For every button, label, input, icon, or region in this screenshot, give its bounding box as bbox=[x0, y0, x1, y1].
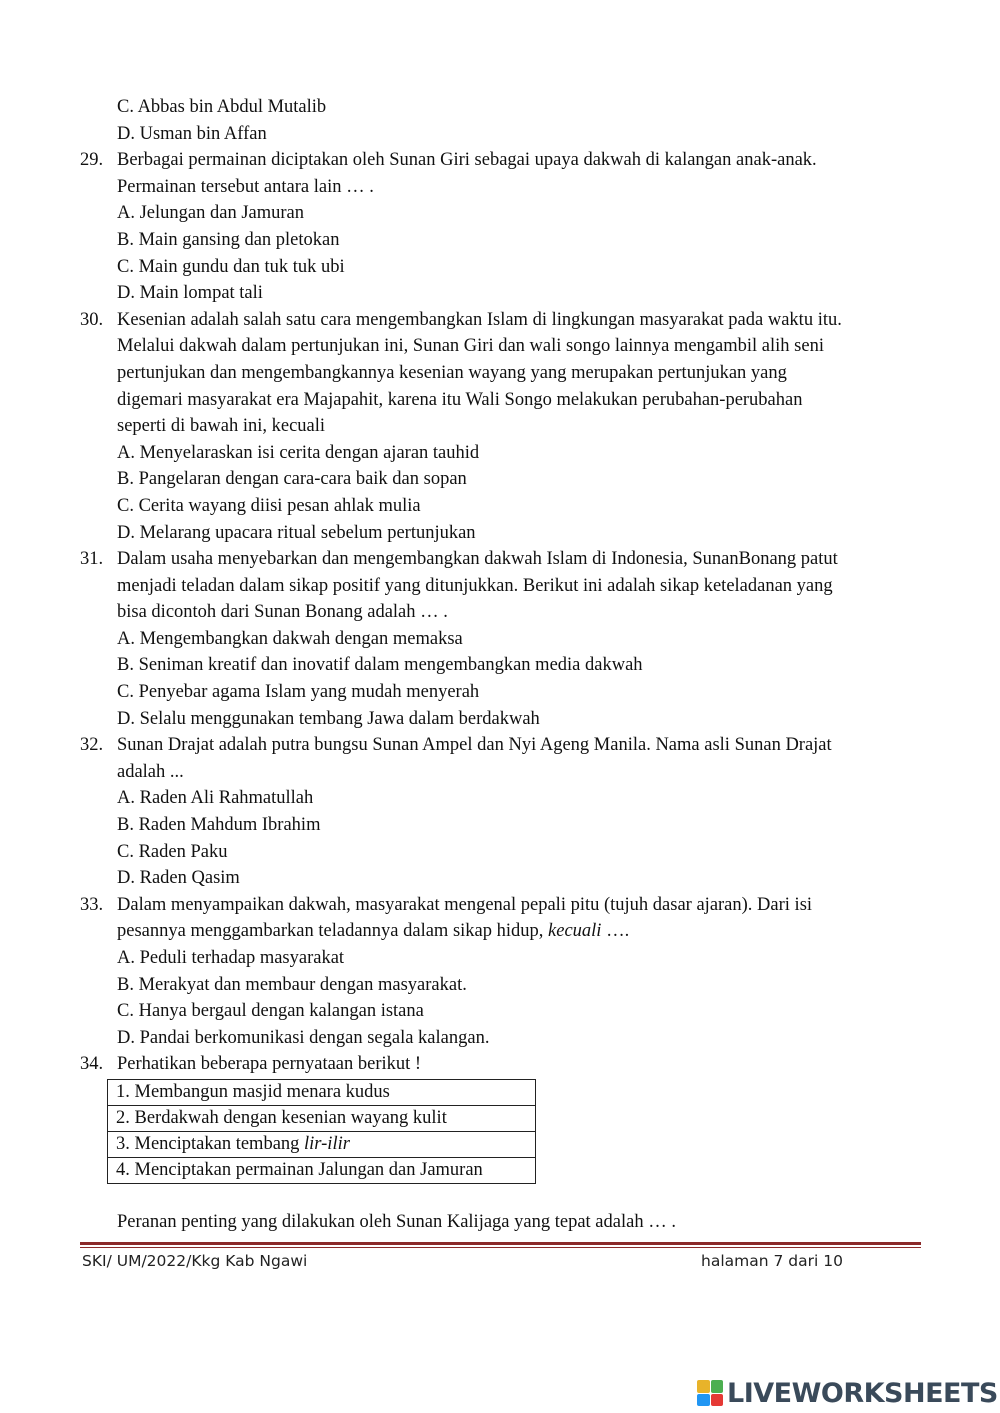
table-cell: 1. Membangun masjid menara kudus bbox=[108, 1079, 536, 1105]
question-30 bbox=[0, 307, 1000, 440]
option-d: D. Raden Qasim bbox=[117, 868, 240, 889]
stem-line: pertunjukan dan mengembangkannya kesenian wayang yang merupakan pertunjukan yang bbox=[117, 362, 787, 383]
footer-rule-thin bbox=[80, 1247, 921, 1248]
option-a: A. Jelungan dan Jamuran bbox=[117, 203, 305, 224]
footer-rule bbox=[80, 1242, 921, 1245]
option-d: D. Pandai berkomunikasi dengan segala kalangan. bbox=[117, 1027, 490, 1048]
liveworksheets-logo-icon bbox=[697, 1380, 723, 1406]
table-row bbox=[108, 1079, 536, 1105]
question-34 bbox=[0, 1051, 1000, 1078]
question-stem bbox=[0, 892, 1000, 945]
question-stem bbox=[0, 307, 1000, 440]
logo-square bbox=[697, 1394, 710, 1407]
question-34-prompt: Peranan penting yang dilakukan oleh Sunan Kalijaga yang tepat adalah … . bbox=[117, 1211, 676, 1232]
option-d: D. Melarang upacara ritual sebelum pertunjukan bbox=[117, 522, 476, 543]
option-c: C. Raden Paku bbox=[117, 841, 228, 862]
question-number: 31. bbox=[80, 549, 104, 570]
table-cell bbox=[108, 1131, 536, 1157]
question-number: 32. bbox=[80, 735, 104, 756]
stem-text: pesannya menggambarkan teladannya dalam sikap hidup, bbox=[117, 921, 549, 942]
option-c: C. Cerita wayang diisi pesan ahlak mulia bbox=[117, 495, 421, 516]
option-b: B. Pangelaran dengan cara-cara baik dan sopan bbox=[117, 469, 467, 490]
stem-text: …. bbox=[601, 921, 630, 942]
question-stem bbox=[0, 147, 1000, 200]
question-31 bbox=[0, 546, 1000, 626]
table-row bbox=[108, 1105, 536, 1131]
emphasis-text: kecuali bbox=[548, 921, 602, 942]
option-a: A. Peduli terhadap masyarakat bbox=[117, 948, 345, 968]
option-line: D. Usman bin Affan bbox=[117, 123, 267, 144]
table-cell: 2. Berdakwah dengan kesenian wayang kulit bbox=[108, 1105, 536, 1131]
liveworksheets-watermark bbox=[697, 1378, 998, 1408]
stem-line: adalah ... bbox=[117, 761, 184, 782]
cell-text: 3. Menciptakan tembang bbox=[116, 1133, 305, 1154]
stem-line: Berbagai permainan diciptakan oleh Sunan Giri sebagai upaya dakwah di kalangan anak-anak. bbox=[117, 150, 817, 171]
question-stem bbox=[0, 732, 1000, 785]
option-d: D. Selalu menggunakan tembang Jawa dalam berdakwah bbox=[117, 708, 540, 729]
option-b: B. Seniman kreatif dan inovatif dalam mengembangkan media dakwah bbox=[117, 655, 643, 676]
option-a: A. Raden Ali Rahmatullah bbox=[117, 788, 314, 809]
stem-line: Dalam menyampaikan dakwah, masyarakat mengenal pepali pitu (tujuh dasar ajaran). Dari isi bbox=[117, 894, 813, 915]
stem-line: Sunan Drajat adalah putra bungsu Sunan Ampel dan Nyi Ageng Manila. Nama asli Sunan Drajat bbox=[117, 735, 832, 756]
question-29 bbox=[0, 147, 1000, 200]
stem-line: Permainan tersebut antara lain … . bbox=[117, 176, 374, 197]
option-line: C. Abbas bin Abdul Mutalib bbox=[117, 97, 327, 117]
footer-doc-code: SKI/ UM/2022/Kkg Kab Ngawi bbox=[82, 1252, 308, 1270]
option-c: C. Hanya bergaul dengan kalangan istana bbox=[117, 1001, 424, 1022]
stem-line: bisa dicontoh dari Sunan Bonang adalah … . bbox=[117, 602, 448, 623]
question-number: 33. bbox=[80, 894, 104, 915]
option-b: B. Main gansing dan pletokan bbox=[117, 229, 340, 250]
option-d: D. Main lompat tali bbox=[117, 283, 263, 304]
statements-table bbox=[107, 1079, 536, 1184]
question-stem bbox=[0, 546, 1000, 626]
logo-square bbox=[711, 1380, 724, 1393]
watermark-text: LIVEWORKSHEETS bbox=[727, 1377, 998, 1409]
stem-line: Kesenian adalah salah satu cara mengembangkan Islam di lingkungan masyarakat pada waktu itu. bbox=[117, 309, 842, 330]
option-a: A. Menyelaraskan isi cerita dengan ajaran tauhid bbox=[117, 442, 480, 463]
stem-line: digemari masyarakat era Majapahit, karena itu Wali Songo melakukan perubahan-perubahan bbox=[117, 389, 803, 410]
stem-line: Melalui dakwah dalam pertunjukan ini, Sunan Giri dan wali songo lainnya mengambil alih seni bbox=[117, 336, 824, 357]
question-stem: Perhatikan beberapa pernyataan berikut ! bbox=[117, 1054, 422, 1075]
emphasis-text: lir-ilir bbox=[304, 1133, 350, 1154]
question-32 bbox=[0, 732, 1000, 785]
option-b: B. Merakyat dan membaur dengan masyarakat. bbox=[117, 974, 467, 995]
table-cell: 4. Menciptakan permainan Jalungan dan Jamuran bbox=[108, 1157, 536, 1183]
stem-line: menjadi teladan dalam sikap positif yang ditunjukkan. Berikut ini adalah sikap keteladanan yang bbox=[117, 575, 833, 596]
question-number: 30. bbox=[80, 309, 104, 330]
option-a: A. Mengembangkan dakwah dengan memaksa bbox=[117, 628, 463, 649]
stem-line: Dalam usaha menyebarkan dan mengembangkan dakwah Islam di Indonesia, SunanBonang patut bbox=[117, 549, 838, 570]
option-c: C. Penyebar agama Islam yang mudah menyerah bbox=[117, 682, 480, 703]
logo-square bbox=[711, 1394, 724, 1407]
table-row bbox=[108, 1131, 536, 1157]
footer-page-number: halaman 7 dari 10 bbox=[701, 1252, 843, 1270]
table-row bbox=[108, 1157, 536, 1183]
option-c: C. Main gundu dan tuk tuk ubi bbox=[117, 256, 345, 277]
worksheet-content bbox=[0, 94, 1000, 1236]
stem-line bbox=[117, 918, 1000, 945]
question-33 bbox=[0, 892, 1000, 945]
option-b: B. Raden Mahdum Ibrahim bbox=[117, 815, 321, 836]
stem-line: seperti di bawah ini, kecuali bbox=[117, 416, 326, 437]
question-number: 34. bbox=[80, 1054, 104, 1075]
logo-square bbox=[697, 1380, 710, 1393]
question-number: 29. bbox=[80, 150, 104, 171]
